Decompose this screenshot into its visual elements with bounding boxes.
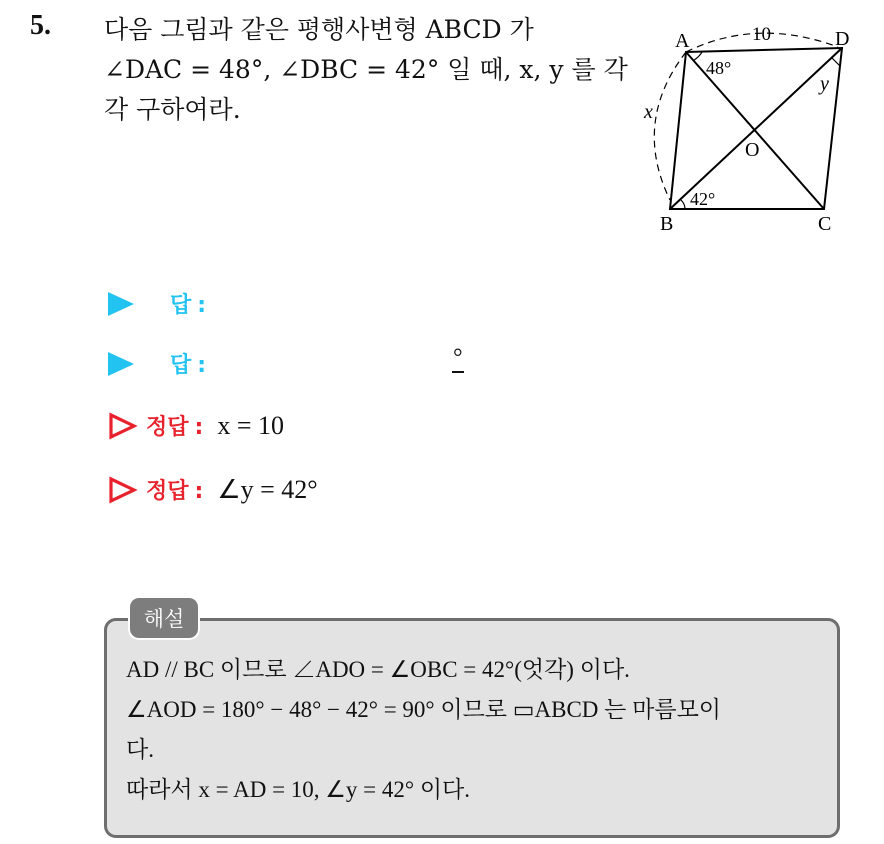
- solution-line-2: ∠AOD = 180° − 48° − 42° = 90° 이므로 ▭ABCD 는 마름모이: [126, 697, 722, 722]
- answer-label-2: 답 :: [170, 353, 207, 378]
- angle-d-arc: [832, 58, 840, 66]
- label-o: O: [745, 139, 760, 161]
- answer-row-1: [108, 288, 206, 319]
- solution-text: [126, 650, 836, 810]
- label-d: D: [835, 28, 850, 50]
- label-angle-48: 48°: [706, 58, 732, 78]
- question-line-3: 각 구하여라.: [104, 95, 241, 124]
- answer-label-1: 답 :: [170, 293, 207, 318]
- correct-answer-1: x = 10: [217, 410, 284, 440]
- answer-blank-2-unit: °: [453, 345, 463, 371]
- label-angle-42: 42°: [690, 189, 716, 209]
- question-line-1: 다음 그림과 같은 평행사변형 ABCD 가: [104, 15, 534, 44]
- solution-tag: 해설: [130, 598, 198, 638]
- outline-play-icon: [108, 412, 138, 440]
- answer-row-2: [108, 348, 206, 379]
- left-dashed-arc: [654, 52, 686, 200]
- diagonal-bd: [670, 48, 842, 209]
- correct-row-2: [108, 474, 318, 505]
- correct-answer-2: ∠y = 42°: [217, 474, 318, 504]
- parallelogram-figure: [632, 22, 862, 237]
- correct-label-2: 정답 :: [146, 479, 204, 504]
- question-number: 5.: [30, 10, 51, 41]
- label-a: A: [675, 30, 690, 52]
- label-c: C: [818, 213, 832, 235]
- play-marker-icon: [108, 292, 134, 316]
- correct-label-1: 정답 :: [146, 415, 204, 440]
- question-line-2: ∠DAC = 48°, ∠DBC = 42° 일 때, x, y 를 각: [104, 55, 628, 84]
- solution-line-3: 다.: [126, 737, 154, 762]
- angle-a-arc: [693, 52, 702, 61]
- solution-line-1: AD // BC 이므로 ∠ADO = ∠OBC = 42°(엇각) 이다.: [126, 657, 630, 682]
- correct-row-1: [108, 410, 284, 441]
- play-marker-icon: [108, 352, 134, 376]
- label-b: B: [660, 213, 674, 235]
- question-text: [104, 10, 628, 130]
- solution-line-4: 따라서 x = AD = 10, ∠y = 42° 이다.: [126, 777, 471, 802]
- label-x: x: [644, 101, 653, 123]
- label-length-10: 10: [752, 24, 771, 45]
- angle-b-arc: [681, 200, 685, 209]
- label-y: y: [820, 73, 829, 95]
- outline-play-icon: [108, 476, 138, 504]
